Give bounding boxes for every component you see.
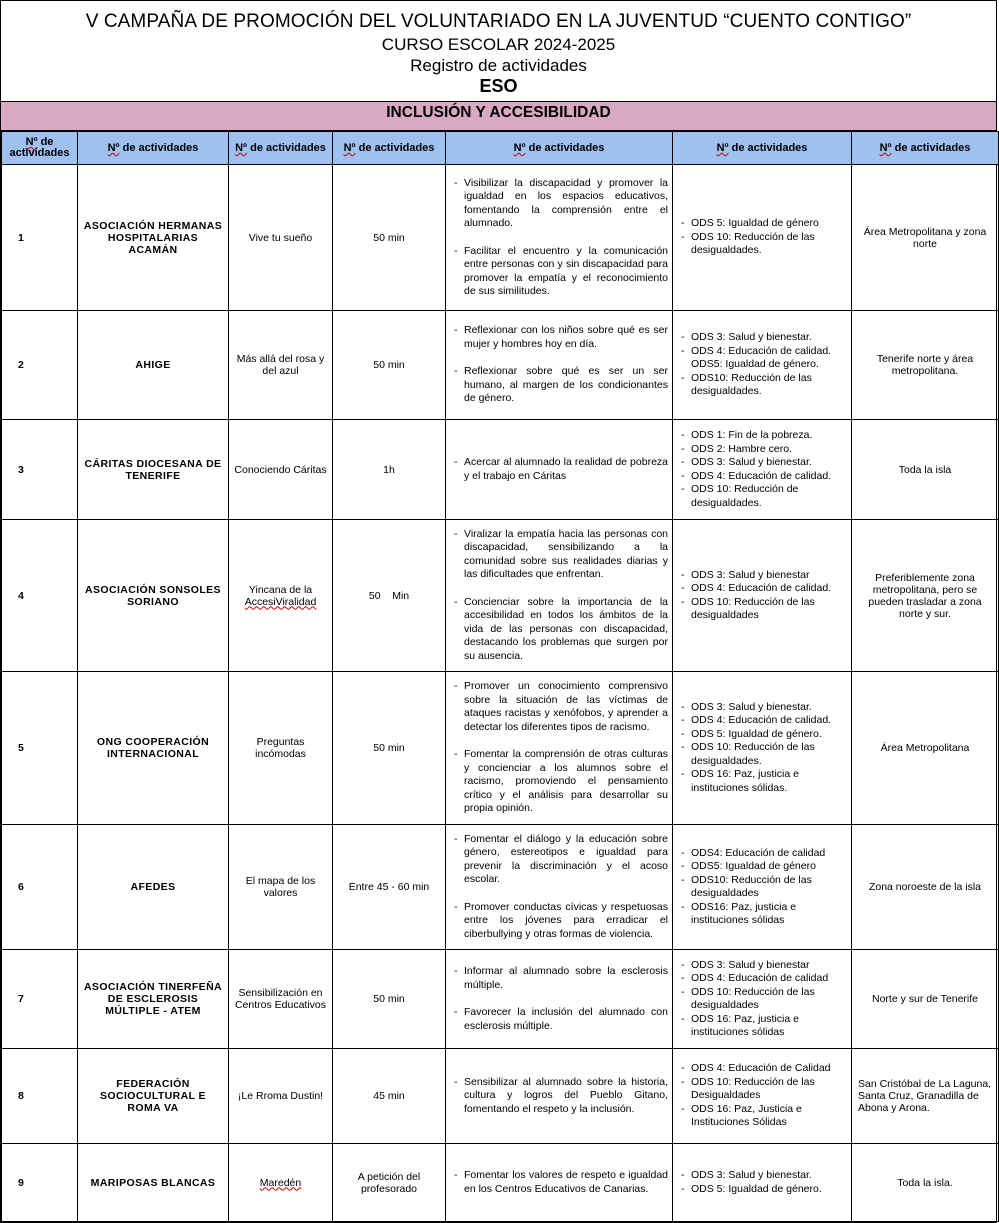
column-header: Nº de actividades: [2, 132, 78, 165]
zone: Área Metropolitana y zona norte: [852, 165, 999, 311]
list-item: - ODS5: Igualdad de género: [679, 860, 845, 874]
ods-goals: [673, 825, 852, 950]
duration: A petición del profesorado: [333, 1144, 446, 1222]
list-item: - ODS 16: Paz, justicia e instituciones sólidas.: [679, 768, 845, 795]
table-row: [2, 1144, 999, 1222]
list-item: - Favorecer la inclusión del alumnado con esclerosis múltiple.: [452, 1006, 668, 1033]
list-item: - ODS 4: Educación de calidad.: [679, 470, 845, 484]
ods-goals: [673, 420, 852, 520]
ods-goals: [673, 1049, 852, 1144]
list-item: - ODS 4: Educación de Calidad: [679, 1062, 845, 1076]
list-item: - ODS 10: Reducción de las desigualdades: [679, 596, 845, 623]
list-item: - Fomentar el diálogo y la educación sobre género, estereotipos e igualdad para prevenir la discriminación y el acoso escolar.: [452, 833, 668, 887]
table-header-row: [2, 132, 999, 165]
list-item: - ODS 16: Paz, justicia e instituciones sólidas: [679, 1013, 845, 1040]
list-item: - ODS 10: Reducción de las desigualdades: [679, 986, 845, 1013]
duration: 50 min: [333, 311, 446, 420]
list-item: - ODS 4: Educación de calidad.: [679, 714, 845, 728]
duration: 1h: [333, 420, 446, 520]
ods-goals: [673, 165, 852, 311]
column-header: Nº de actividades: [852, 132, 999, 165]
objectives: [446, 1049, 673, 1144]
objectives: [446, 1144, 673, 1222]
list-item: - Facilitar el encuentro y la comunicación entre personas con y sin discapacidad para promover la empatía y el reconocimiento de sus similitudes.: [452, 245, 668, 299]
list-item: - ODS 4: Educación de calidad: [679, 972, 845, 986]
list-item: - ODS4: Educación de calidad: [679, 847, 845, 861]
list-item: - ODS 5: Igualdad de género: [679, 217, 845, 231]
ods-goals: [673, 311, 852, 420]
table-row: [2, 1049, 999, 1144]
table-row: [2, 950, 999, 1049]
organization: FEDERACIÓN SOCIOCULTURAL E ROMA VA: [78, 1049, 229, 1144]
zone: Norte y sur de Tenerife: [852, 950, 999, 1049]
activity-name: Más allá del rosa y del azul: [229, 311, 333, 420]
zone: Área Metropolitana: [852, 672, 999, 825]
organization: AHIGE: [78, 311, 229, 420]
column-header: Nº de actividades: [229, 132, 333, 165]
objectives: [446, 520, 673, 672]
list-item: - Fomentar los valores de respeto e igualdad en los Centros Educativos de Canarias.: [452, 1169, 668, 1196]
ods-goals: [673, 520, 852, 672]
list-item: - Visibilizar la discapacidad y promover la igualdad en los espacios educativos, fomentando la comprensión entre el alumnado.: [452, 177, 668, 231]
activity-name: El mapa de los valores: [229, 825, 333, 950]
column-header: Nº de actividades: [446, 132, 673, 165]
list-item: - ODS 1: Fin de la pobreza.: [679, 429, 845, 443]
organization: ASOCIACIÓN TINERFEÑA DE ESCLEROSIS MÚLTIPLE - ATEM: [78, 950, 229, 1049]
row-number: 5: [2, 672, 78, 825]
activity-name: Vive tu sueño: [229, 165, 333, 311]
list-item: - Acercar al alumnado la realidad de pobreza y el trabajo en Cáritas: [452, 456, 668, 483]
objectives: [446, 950, 673, 1049]
objectives: [446, 825, 673, 950]
ods-goals: [673, 672, 852, 825]
list-item: - ODS 5: Igualdad de género.: [679, 728, 845, 742]
column-header: Nº de actividades: [333, 132, 446, 165]
campaign-title: V CAMPAÑA DE PROMOCIÓN DEL VOLUNTARIADO EN LA JUVENTUD “CUENTO CONTIGO”: [85, 11, 912, 32]
list-item: - ODS 5: Igualdad de género.: [679, 1183, 845, 1197]
organization: AFEDES: [78, 825, 229, 950]
list-item: - ODS 3: Salud y bienestar.: [679, 331, 845, 345]
row-number: 4: [2, 520, 78, 672]
list-item: - Reflexionar sobre qué es ser un ser humano, al margen de los condicionantes de género.: [452, 365, 668, 406]
row-number: 8: [2, 1049, 78, 1144]
list-item: - Fomentar la comprensión de otras culturas y concienciar a los alumnos sobre el racismo, promoviendo el pensamiento crítico y el análisis para desarrollar su propia opinión.: [452, 748, 668, 816]
table-row: [2, 520, 999, 672]
activities-table: [1, 131, 999, 1222]
ods-goals: [673, 950, 852, 1049]
list-item: - ODS 3: Salud y bienestar.: [679, 701, 845, 715]
zone: Zona noroeste de la isla: [852, 825, 999, 950]
row-number: 7: [2, 950, 78, 1049]
activity-name: Conociendo Cáritas: [229, 420, 333, 520]
list-item: - Informar al alumnado sobre la esclerosis múltiple.: [452, 965, 668, 992]
list-item: - ODS 3: Salud y bienestar.: [679, 456, 845, 470]
duration: 50 min: [333, 950, 446, 1049]
list-item: - ODS 3: Salud y bienestar: [679, 959, 845, 973]
row-number: 6: [2, 825, 78, 950]
list-item: - ODS16: Paz, justicia e instituciones sólidas: [679, 901, 845, 928]
list-item: - ODS 3: Salud y bienestar: [679, 569, 845, 583]
objectives: [446, 672, 673, 825]
table-row: [2, 672, 999, 825]
row-number: 1: [2, 165, 78, 311]
zone: Toda la isla.: [852, 1144, 999, 1222]
zone: San Cristóbal de La Laguna, Santa Cruz, Granadilla de Abona y Arona.: [852, 1049, 999, 1144]
list-item: - Reflexionar con los niños sobre qué es ser mujer y hombres hoy en día.: [452, 324, 668, 351]
list-item: - Promover un conocimiento comprensivo sobre la situación de las víctimas de ataques racistas y xenófobos, y aprender a detectar los diferentes tipos de racismo.: [452, 680, 668, 734]
column-header: Nº de actividades: [673, 132, 852, 165]
activity-name-text: Maredén: [259, 1176, 302, 1189]
table-row: [2, 825, 999, 950]
activity-name: Sensibilización en Centros Educativos: [229, 950, 333, 1049]
list-item: - ODS10: Reducción de las desigualdades: [679, 874, 845, 901]
row-number: 9: [2, 1144, 78, 1222]
activity-name-part: AccesiViralidad: [244, 595, 317, 608]
table-row: [2, 311, 999, 420]
register-title: Registro de actividades: [410, 56, 587, 75]
list-item: - ODS 10: Reducción de desigualdades.: [679, 483, 845, 510]
list-item: - ODS 3: Salud y bienestar.: [679, 1169, 845, 1183]
list-item: - ODS 10: Reducción de las desigualdades.: [679, 231, 845, 258]
list-item: - ODS 2: Hambre cero.: [679, 443, 845, 457]
list-item: - ODS 10: Reducción de las desigualdades.: [679, 741, 845, 768]
activity-name: Preguntas incómodas: [229, 672, 333, 825]
table-row: [2, 420, 999, 520]
list-item: - ODS 4: Educación de calidad. ODS5: Igualdad de género.: [679, 345, 845, 372]
activity-name: [229, 1144, 333, 1222]
activity-name-part: Yincana de la: [248, 583, 313, 596]
organization: ONG COOPERACIÓN INTERNACIONAL: [78, 672, 229, 825]
activity-name: [229, 520, 333, 672]
school-year: CURSO ESCOLAR 2024-2025: [381, 35, 616, 54]
list-item: - ODS 16: Paz, Justicia e Instituciones Sólidas: [679, 1103, 845, 1130]
row-number: 2: [2, 311, 78, 420]
list-item: - ODS 10: Reducción de las Desigualdades: [679, 1076, 845, 1103]
objectives: [446, 311, 673, 420]
list-item: - ODS 4: Educación de calidad.: [679, 582, 845, 596]
list-item: - Viralizar la empatía hacia las personas con discapacidad, sensibilizando a la comunidad sobre sus realidades diarias y las dificultades que enfrentan.: [452, 528, 668, 582]
list-item: - Concienciar sobre la importancia de la accesibilidad en todos los ámbitos de la vida de las personas con discapacidad, destacando los problemas que surgen por su ausencia.: [452, 596, 668, 664]
organization: MARIPOSAS BLANCAS: [78, 1144, 229, 1222]
column-header: Nº de actividades: [78, 132, 229, 165]
section-title: INCLUSIÓN Y ACCESIBILIDAD: [1, 102, 996, 131]
organization: CÁRITAS DIOCESANA DE TENERIFE: [78, 420, 229, 520]
zone: Toda la isla: [852, 420, 999, 520]
objectives: [446, 420, 673, 520]
duration: 50 min: [333, 672, 446, 825]
organization: ASOCIACIÓN SONSOLES SORIANO: [78, 520, 229, 672]
zone: Preferiblemente zona metropolitana, pero se pueden trasladar a zona norte y sur.: [852, 520, 999, 672]
organization: ASOCIACIÓN HERMANAS HOSPITALARIAS ACAMÁN: [78, 165, 229, 311]
duration: 50 min: [333, 165, 446, 311]
row-number: 3: [2, 420, 78, 520]
duration: Entre 45 - 60 min: [333, 825, 446, 950]
zone: Tenerife norte y área metropolitana.: [852, 311, 999, 420]
document-header: [1, 1, 996, 102]
duration: 50 Min: [333, 520, 446, 672]
list-item: - ODS10: Reducción de las desigualdades.: [679, 372, 845, 399]
level-title: ESO: [479, 76, 518, 96]
ods-goals: [673, 1144, 852, 1222]
objectives: [446, 165, 673, 311]
activity-name: ¡Le Rroma Dustin!: [229, 1049, 333, 1144]
list-item: - Promover conductas cívicas y respetuosas entre los jóvenes para erradicar el ciberbullying y otras formas de violencia.: [452, 901, 668, 942]
table-row: [2, 165, 999, 311]
duration: 45 min: [333, 1049, 446, 1144]
list-item: - Sensibilizar al alumnado sobre la historia, cultura y logros del Pueblo Gitano, fomentando el respeto y la inclusión.: [452, 1076, 668, 1117]
